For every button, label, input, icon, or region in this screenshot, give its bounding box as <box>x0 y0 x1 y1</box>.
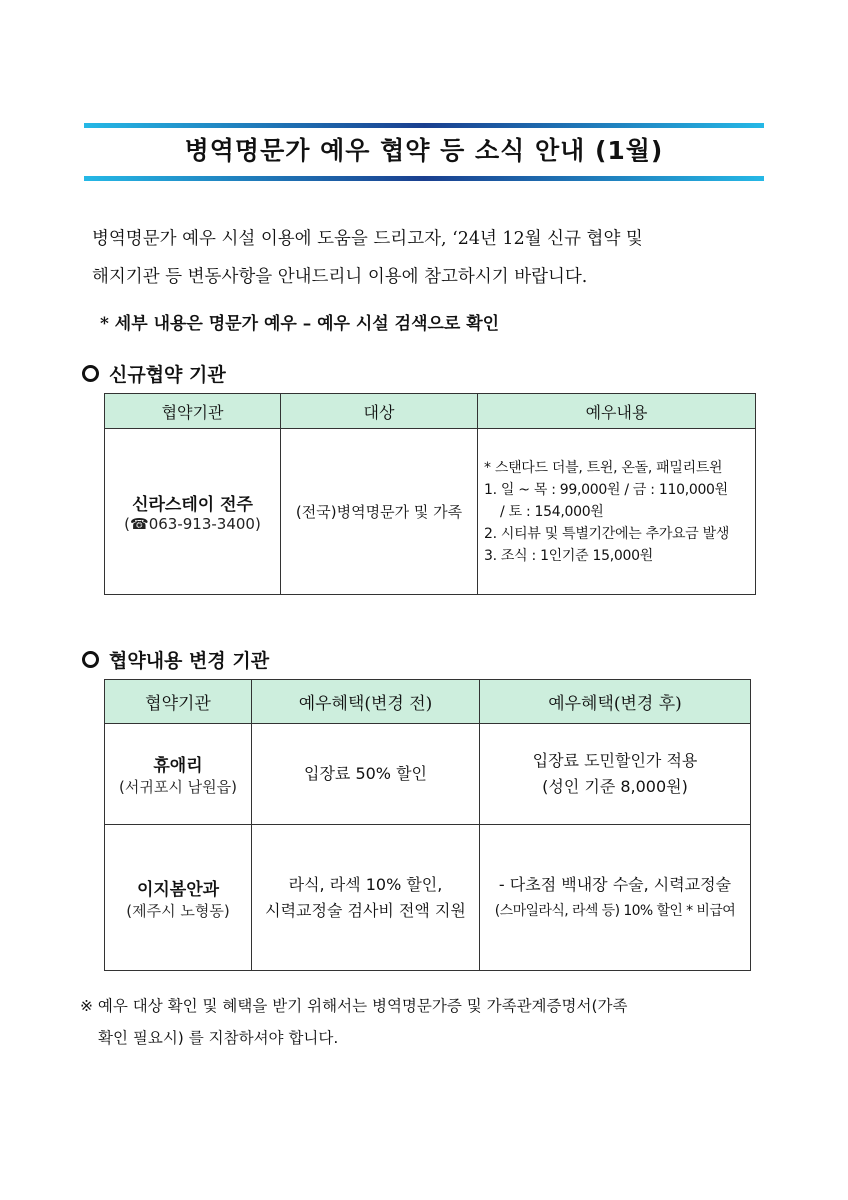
column-header: 예우내용 <box>478 394 756 429</box>
new-agreements-heading-text: 신규협약 기관 <box>109 364 226 386</box>
org-cell <box>105 825 252 971</box>
target-cell <box>281 429 478 595</box>
table-header-row <box>105 680 751 724</box>
column-header: 대상 <box>281 394 478 429</box>
footnote-line-2: 확인 필요시) 를 지참하셔야 합니다. <box>98 1029 339 1047</box>
benefit-line: 3. 조식 : 1인기준 15,000원 <box>484 547 653 564</box>
after-cell <box>480 825 751 971</box>
org-name: 이지봄안과 <box>136 879 220 900</box>
column-header: 예우혜택(변경 전) <box>252 680 480 724</box>
changed-agreements-table <box>104 679 751 971</box>
title-bottom-rule <box>84 176 764 181</box>
table-header-row <box>105 394 756 429</box>
changed-agreements-heading-text: 협약내용 변경 기관 <box>109 650 270 672</box>
page-title: 병역명문가 예우 협약 등 소식 안내 (1월) <box>184 136 664 165</box>
org-phone: (☎063-913-3400) <box>124 515 261 533</box>
hollow-circle-bullet-icon <box>82 365 99 382</box>
hollow-circle-bullet-icon <box>82 651 99 668</box>
changed-agreements-heading <box>82 646 269 673</box>
intro-paragraph <box>92 220 772 296</box>
after-text: 입장료 도민할인가 적용 <box>532 751 698 770</box>
before-text: 라식, 라섹 10% 할인, <box>288 874 443 894</box>
org-cell <box>105 724 252 825</box>
new-agreements-table <box>104 393 756 595</box>
intro-line-1: 병역명문가 예우 시설 이용에 도움을 드리고자, ‘24년 12월 신규 협약 및 <box>92 229 643 249</box>
table-row <box>105 724 751 825</box>
org-location: (서귀포시 남원읍) <box>119 778 237 796</box>
org-location: (제주시 노형동) <box>126 901 230 920</box>
benefit-line: 2. 시티뷰 및 특별기간에는 추가요금 발생 <box>484 525 730 542</box>
org-name: 휴애리 <box>153 756 203 776</box>
footnote <box>80 990 760 1054</box>
column-header: 예우혜택(변경 후) <box>480 680 751 724</box>
after-cell <box>480 724 751 825</box>
after-text: (스마일라식, 라섹 등) 10% 할인 * 비급여 <box>494 902 736 919</box>
title-band <box>84 123 764 183</box>
table-row <box>105 825 751 971</box>
org-cell <box>105 429 281 595</box>
benefit-line: * 스탠다드 더블, 트윈, 온돌, 패밀리트윈 <box>484 459 723 476</box>
benefit-list <box>478 457 755 567</box>
new-agreements-heading <box>82 360 226 387</box>
benefits-cell <box>478 429 756 595</box>
benefit-line: / 토 : 154,000원 <box>500 503 604 520</box>
benefit-line: 1. 일 ~ 목 : 99,000원 / 금 : 110,000원 <box>484 481 728 498</box>
intro-line-2: 해지기관 등 변동사항을 안내드리니 이용에 참고하시기 바랍니다. <box>92 267 588 287</box>
target-text: (전국)병역명문가 및 가족 <box>295 502 463 521</box>
column-header: 협약기관 <box>105 680 252 724</box>
after-text: (성인 기준 8,000원) <box>542 777 688 796</box>
before-text: 시력교정술 검사비 전액 지원 <box>265 900 466 920</box>
before-cell <box>252 724 480 825</box>
before-cell <box>252 825 480 971</box>
after-text: - 다초점 백내장 수술, 시력교정술 <box>498 874 732 894</box>
detail-note: * 세부 내용은 명문가 예우 – 예우 시설 검색으로 확인 <box>100 314 500 334</box>
table-row <box>105 429 756 595</box>
footnote-line-1: ※ 예우 대상 확인 및 혜택을 받기 위해서는 병역명문가증 및 가족관계증명서(가족 <box>80 997 628 1015</box>
before-text: 입장료 50% 할인 <box>303 764 427 783</box>
column-header: 협약기관 <box>105 394 281 429</box>
title-top-rule <box>84 123 764 128</box>
org-name: 신라스테이 전주 <box>132 495 253 515</box>
